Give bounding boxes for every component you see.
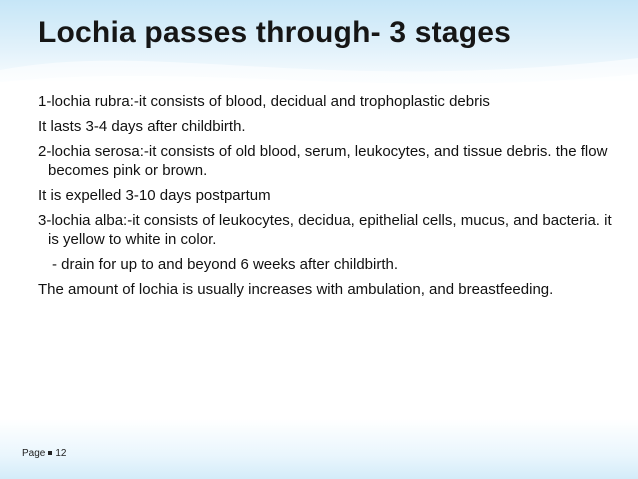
bullet-separator-icon: [48, 451, 52, 455]
body-paragraph-alba-duration: - drain for up to and beyond 6 weeks after childbirth.: [52, 256, 399, 273]
page-label: Page: [22, 448, 46, 459]
footer-gradient-band: [0, 419, 638, 479]
body-paragraph-rubra-duration: It lasts 3-4 days after childbirth.: [38, 118, 246, 135]
body-paragraph-rubra: 1-lochia rubra:-it consists of blood, decidual and trophoplastic debris: [38, 93, 490, 110]
body-paragraph-amount: The amount of lochia is usually increases with ambulation, and breastfeeding.: [38, 281, 554, 298]
body-paragraph-serosa: 2-lochia serosa:-it consists of old blood, serum, leukocytes, and tissue debris. the flow becomes pink or brown.: [38, 143, 608, 179]
page-footer: [22, 448, 66, 459]
body-paragraph-serosa-duration: It is expelled 3-10 days postpartum: [38, 187, 271, 204]
slide-body: [38, 92, 618, 305]
slide-title: Lochia passes through- 3 stages: [38, 16, 511, 49]
page-number: 12: [55, 448, 67, 459]
body-paragraph-alba: 3-lochia alba:-it consists of leukocytes, decidua, epithelial cells, mucus, and bacteria. it is yellow to white in color.: [38, 212, 612, 248]
